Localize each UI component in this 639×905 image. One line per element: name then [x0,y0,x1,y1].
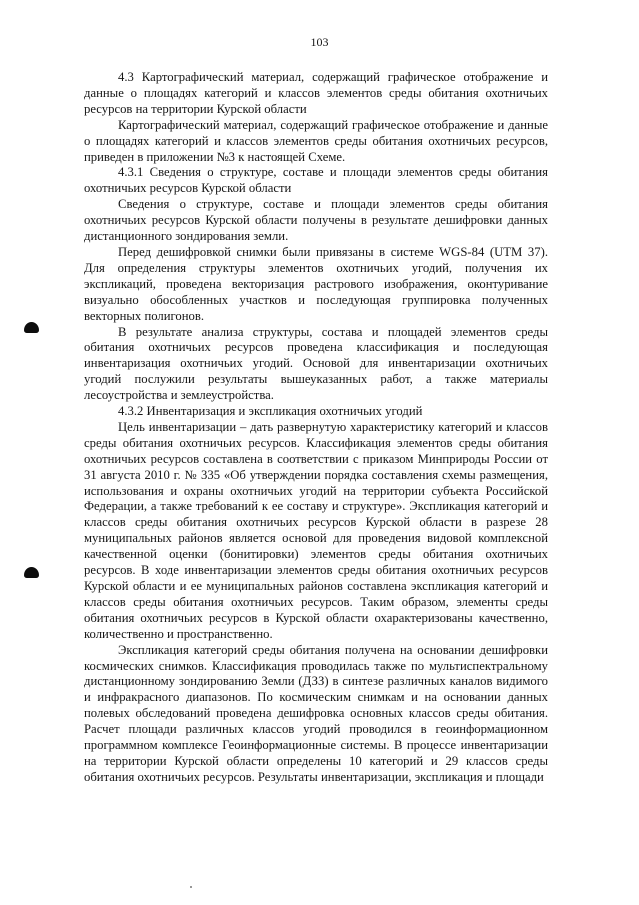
paragraph-structure-info: Сведения о структуре, составе и площади элементов среды обитания охотничьих ресурсов Курской области получены в результате дешифровки данных дистанционного зондирования земли. [84,197,548,244]
page-body [84,70,548,786]
page-number: 103 [310,35,329,49]
section-4-3-1-heading: 4.3.1 Сведения о структуре, составе и площади элементов среды обитания охотничьих ресурсов Курской области [84,165,548,196]
paragraph-explication-method: Экспликация категорий среды обитания получена на основании дешифровки космических снимков. Классификация проводилась также по мультиспектральному дистанционному зондированию Земли (ДЗЗ) в синтезе различных каналов видимого и инфракрасного диапазонов. По космическим снимкам и на основании данных полевых обследований проведена дешифровка основных классов среды обитания. Расчет площади различных классов угодий проводился в геоинформационном программном комплексе Геоинформационные системы. В процессе инвентаризации на территории Курской области определены 10 категорий и 29 классов среды обитания охотничьих ресурсов. Результаты инвентаризации, экспликация и площади [84,642,548,784]
binder-hole-mark [24,322,39,333]
binder-hole-mark [24,567,39,578]
paragraph-analysis-result: В результате анализа структуры, состава и площадей элементов среды обитания охотничьих ресурсов проведена классификация и последующая инвентаризация охотничьих угодий. Основой для инвентаризации охотничьих угодий послужили результаты вышеуказанных работ, а также материалы лесоустройства и землеустройства. [84,324,548,403]
section-4-3-2-heading: 4.3.2 Инвентаризация и экспликация охотничьих угодий [118,404,423,419]
scan-speck [190,886,192,888]
section-4-3-heading: 4.3 Картографический материал, содержащий графическое отображение и данные о площадях категорий и классов элементов среды обитания охотничьих ресурсов на территории Курской области [84,70,548,116]
paragraph-map-material: Картографический материал, содержащий графическое отображение и данные о площадях категорий и классов элементов среды обитания охотничьих ресурсов, приведен в приложении №3 к настоящей Схеме. [84,117,548,164]
paragraph-georeferencing: Перед дешифровкой снимки были привязаны в системе WGS-84 (UTM 37). Для определения структуры элементов охотничьих угодий, получения их экспликаций, проведена векторизация растрового изображения, оконтуривание визуально обособленных участков и последующая группировка полученных векторных полигонов. [84,244,548,323]
paragraph-inventory-goal: Цель инвентаризации – дать развернутую характеристику категорий и классов среды обитания охотничьих ресурсов. Классификация элементов среды обитания охотничьих ресурсов составлена в соответствии с приказом Минприроды России от 31 августа 2010 г. № 335 «Об утверждении порядка составления схемы размещения, использования и охраны охотничьих угодий на территории субъекта Российской Федерации, а также требований к ее составу и структуре». Экспликация категорий и классов среды обитания охотничьих ресурсов Курской области в разрезе 28 муниципальных районов является основой для проведения видовой комплексной качественной оценки (бонитировки) элементов среды обитания охотничьих ресурсов. В ходе инвентаризации элементов среды обитания охотничьих ресурсов Курской области и ее муниципальных районов составлена экспликация категорий и классов среды обитания охотничьих ресурсов. Таким образом, элементы среды обитания охотничьих ресурсов в Курской области охарактеризованы качественно, количественно и пространственно. [84,419,548,641]
